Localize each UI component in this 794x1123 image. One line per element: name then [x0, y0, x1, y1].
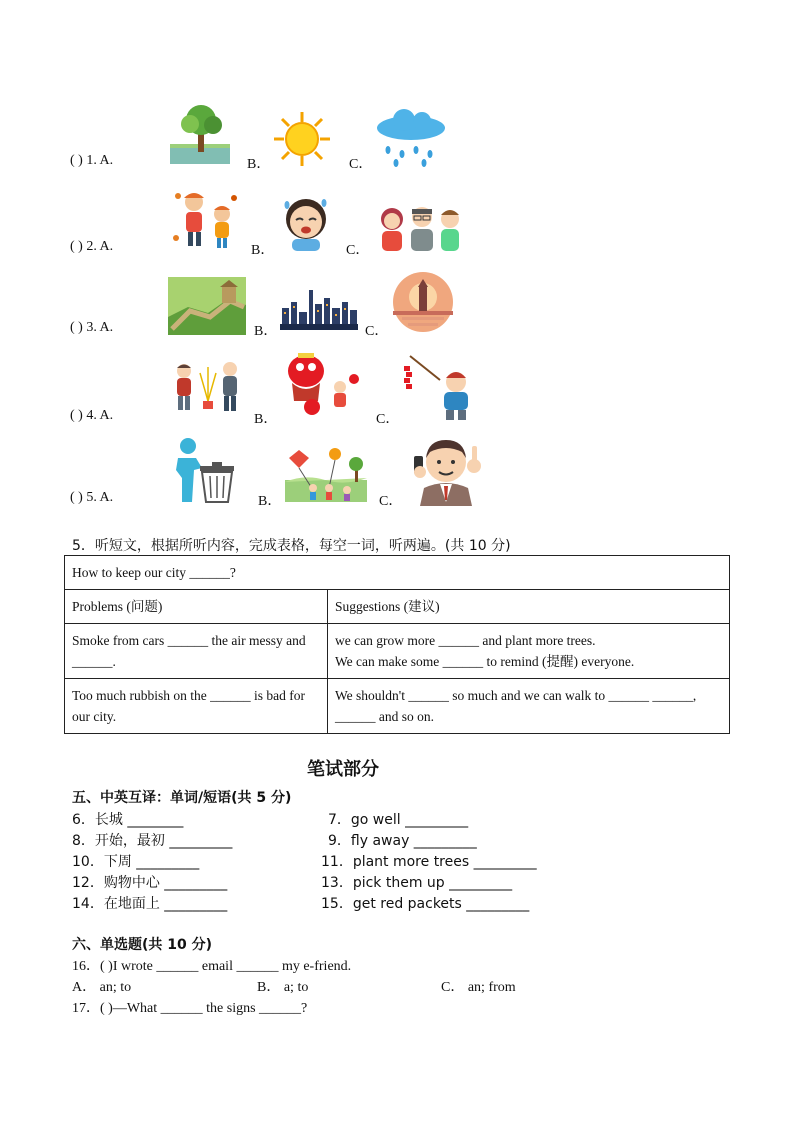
table-row [65, 679, 730, 734]
table-row [65, 590, 730, 624]
list-item: 13．pick them up _________ [321, 875, 513, 891]
suggestion-cell: We shouldn't ______ so much and we can walk to ______ ______, ______ and so on. [328, 679, 730, 734]
list-item: 15．get red packets _________ [321, 896, 530, 912]
kids-walking-image [170, 188, 240, 252]
written-section-title: 笔试部分 [307, 759, 379, 780]
option-b-label: B． [247, 157, 271, 172]
option-c-label: C． [349, 157, 373, 172]
suggestion-line: we can grow more ______ and plant more trees. [335, 633, 596, 648]
city-skyline-night-image [280, 288, 358, 330]
option-b-label: B． [254, 324, 278, 339]
table-row [65, 624, 730, 679]
option-c-label: C． [346, 243, 370, 258]
section5-heading: 五、中英互译：单词/短语(共 5 分) [72, 790, 292, 806]
section6-heading: 六、单选题(共 10 分) [72, 937, 213, 953]
list-item: 12．购物中心 _________ [72, 875, 228, 891]
table-title-cell: How to keep our city ______? [65, 556, 730, 590]
happy-family-image [376, 201, 468, 253]
question-16: 16．( )I wrote ______ email ______ my e-friend. [72, 959, 352, 974]
rain-cloud-image [374, 108, 448, 168]
autumn-tree-image [168, 104, 232, 166]
great-wall-image [168, 277, 246, 335]
item-prefix: ( ) 4. A. [70, 408, 114, 423]
item-prefix: ( ) 2. A. [70, 239, 114, 254]
list-item: 10．下周 _________ [72, 854, 200, 870]
pagoda-sunset-image [392, 271, 454, 333]
listening-table [64, 555, 730, 734]
people-fireworks-image [170, 355, 242, 413]
option-c-label: C． [365, 324, 389, 339]
suggestion-line: We can make some ______ to remind (提醒) everyone. [335, 654, 635, 669]
option-b-label: B． [258, 494, 282, 509]
list-item: 8．开始，最初 _________ [72, 833, 233, 849]
table-row [65, 556, 730, 590]
option-b-label: B． [254, 412, 278, 427]
flying-kites-image [285, 446, 367, 502]
list-item: 9．fly away _________ [328, 833, 477, 849]
problems-header: Problems (问题) [65, 590, 328, 624]
item-prefix: ( ) 3. A. [70, 320, 114, 335]
option-c-label: C． [376, 412, 400, 427]
option-b-label: B． [251, 243, 275, 258]
question-17: 17．( )—What ______ the signs ______? [72, 1001, 308, 1016]
suggestions-header: Suggestions (建议) [328, 590, 730, 624]
man-on-phone-image [406, 432, 486, 506]
lion-dance-image [284, 349, 362, 417]
q16-option-c: C． an; from [441, 980, 516, 995]
sun-image [272, 110, 332, 168]
trash-bin-person-image [168, 436, 240, 504]
item-prefix: ( ) 5. A. [70, 490, 114, 505]
suggestion-cell [328, 624, 730, 679]
list-item: 6．长城 ________ [72, 812, 184, 828]
q16-option-a: A． an; to [72, 980, 132, 995]
crying-girl-image [278, 193, 334, 251]
problem-cell: Smoke from cars ______ the air messy and ______. [65, 624, 328, 679]
part5-heading: 5．听短文，根据所听内容，完成表格，每空一词，听两遍。(共 10 分) [72, 538, 511, 554]
firecrackers-man-image [400, 352, 478, 422]
item-prefix: ( ) 1. A. [70, 153, 114, 168]
list-item: 11．plant more trees _________ [321, 854, 537, 870]
list-item: 7．go well _________ [328, 812, 469, 828]
option-c-label: C． [379, 494, 403, 509]
q16-option-b: B． a; to [257, 980, 309, 995]
problem-cell: Too much rubbish on the ______ is bad for our city. [65, 679, 328, 734]
list-item: 14．在地面上 _________ [72, 896, 228, 912]
